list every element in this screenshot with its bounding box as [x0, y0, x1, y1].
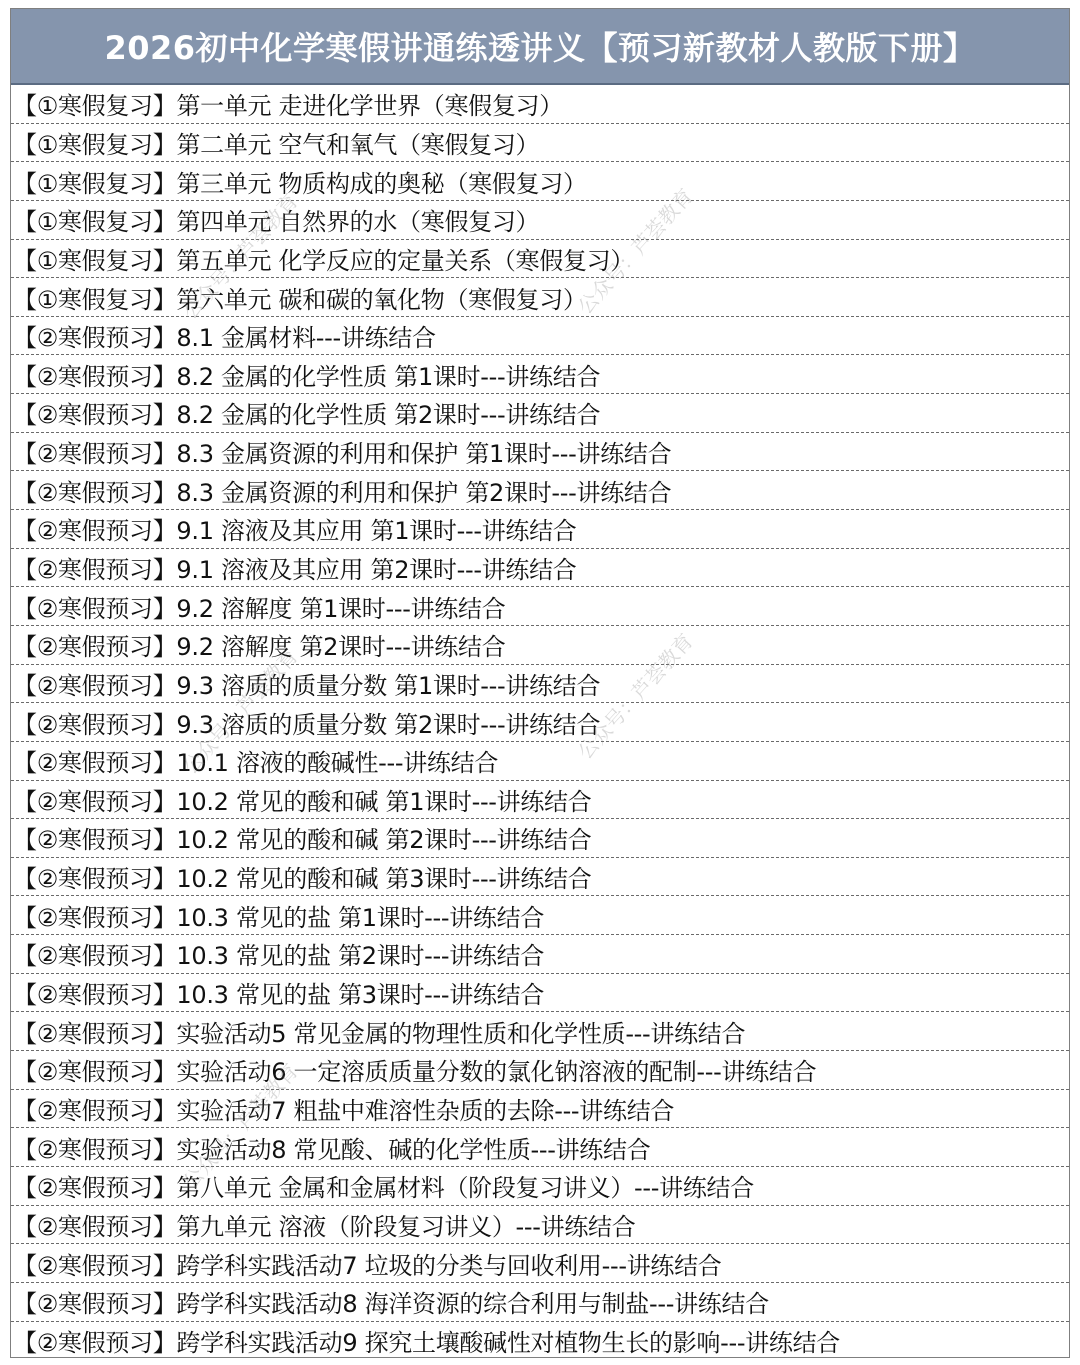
- list-item-text: 【②寒假预习】实验活动5 常见金属的物理性质和化学性质---讲练结合: [13, 1019, 746, 1048]
- list-item-text: 【①寒假复习】第五单元 化学反应的定量关系（寒假复习）: [13, 246, 635, 275]
- list-item-text: 【①寒假复习】第六单元 碳和碳的氧化物（寒假复习）: [13, 285, 587, 314]
- list-item-text: 【②寒假预习】10.2 常见的酸和碱 第2课时---讲练结合: [13, 826, 592, 855]
- list-item-text: 【②寒假预习】8.3 金属资源的利用和保护 第2课时---讲练结合: [13, 478, 672, 507]
- list-item-text: 【②寒假预习】10.3 常见的盐 第1课时---讲练结合: [13, 903, 545, 932]
- list-item-text: 【②寒假预习】9.1 溶液及其应用 第2课时---讲练结合: [13, 556, 577, 584]
- list-item-text: 【②寒假预习】10.3 常见的盐 第2课时---讲练结合: [13, 942, 545, 971]
- list-item: [11, 1051, 1069, 1090]
- list-item-text: 【②寒假预习】跨学科实践活动7 垃圾的分类与回收利用---讲练结合: [13, 1251, 722, 1280]
- list-item-text: 【①寒假复习】第一单元 走进化学世界（寒假复习）: [13, 92, 563, 121]
- list-item: [11, 1012, 1069, 1051]
- list-item: [11, 1128, 1069, 1167]
- list-item: [11, 1090, 1069, 1129]
- list-item: [11, 626, 1069, 665]
- watermark: 公众号：芦荟教育: [572, 183, 698, 319]
- list-item: [11, 240, 1069, 279]
- list-item: [11, 665, 1069, 704]
- list-item: [11, 974, 1069, 1013]
- list-item: [11, 1322, 1069, 1361]
- list-item: [11, 1244, 1069, 1283]
- list-item-text: 【②寒假预习】8.3 金属资源的利用和保护 第1课时---讲练结合: [13, 440, 672, 469]
- list-item-text: 【②寒假预习】10.1 溶液的酸碱性---讲练结合: [13, 749, 499, 778]
- list-item: [11, 781, 1069, 820]
- list-item-text: 【②寒假预习】跨学科实践活动9 探究土壤酸碱性对植物生长的影响---讲练结合: [13, 1329, 840, 1358]
- list-item-text: 【①寒假复习】第三单元 物质构成的奥秘（寒假复习）: [13, 169, 587, 198]
- list-item-text: 【②寒假预习】10.2 常见的酸和碱 第3课时---讲练结合: [13, 865, 592, 894]
- list-item-text: 【②寒假预习】实验活动8 常见酸、碱的化学性质---讲练结合: [13, 1135, 651, 1164]
- list-item: [11, 896, 1069, 935]
- list-item-text: 【②寒假预习】10.3 常见的盐 第3课时---讲练结合: [13, 981, 545, 1010]
- list-item-text: 【②寒假预习】9.1 溶液及其应用 第1课时---讲练结合: [13, 517, 577, 546]
- watermark: 公众号：芦荟教育: [177, 1058, 303, 1194]
- list-item: [11, 317, 1069, 356]
- document-table: [10, 8, 1070, 1358]
- list-item: [11, 201, 1069, 240]
- list-item: [11, 587, 1069, 626]
- list-item-text: 【②寒假预习】9.3 溶质的质量分数 第1课时---讲练结合: [13, 671, 601, 700]
- list-item: [11, 1167, 1069, 1206]
- list-item-text: 【②寒假预习】实验活动7 粗盐中难溶性杂质的去除---讲练结合: [13, 1096, 675, 1125]
- list-item-text: 【①寒假复习】第二单元 空气和氧气（寒假复习）: [13, 130, 540, 159]
- list-item: [11, 433, 1069, 472]
- document-title: 2026初中化学寒假讲通练透讲义【预习新教材人教版下册】: [104, 29, 976, 67]
- list-item-text: 【②寒假预习】8.2 金属的化学性质 第1课时---讲练结合: [13, 362, 601, 391]
- list-item: [11, 355, 1069, 394]
- list-item: [11, 124, 1069, 163]
- list-item-text: 【②寒假预习】第九单元 溶液（阶段复习讲义）---讲练结合: [13, 1212, 636, 1241]
- watermark: 公众号：芦荟教育: [572, 628, 698, 764]
- list-item: [11, 85, 1069, 124]
- list-item: [11, 819, 1069, 858]
- list-item: [11, 549, 1069, 588]
- list-item-text: 【②寒假预习】8.1 金属材料---讲练结合: [13, 324, 436, 353]
- item-list: [11, 85, 1069, 1360]
- list-item: [11, 278, 1069, 317]
- list-item-text: 【①寒假复习】第四单元 自然界的水（寒假复习）: [13, 208, 540, 237]
- list-item: [11, 935, 1069, 974]
- watermark: 公众号：芦荟教育: [177, 188, 303, 324]
- list-item: [11, 742, 1069, 781]
- list-item: [11, 1206, 1069, 1245]
- list-item: [11, 471, 1069, 510]
- list-item: [11, 510, 1069, 549]
- list-item: [11, 1283, 1069, 1322]
- list-item-text: 【②寒假预习】实验活动6 一定溶质质量分数的氯化钠溶液的配制---讲练结合: [13, 1058, 817, 1087]
- list-item: [11, 858, 1069, 897]
- list-item-text: 【②寒假预习】9.2 溶解度 第1课时---讲练结合: [13, 594, 506, 623]
- list-item: [11, 162, 1069, 201]
- list-item-text: 【②寒假预习】9.3 溶质的质量分数 第2课时---讲练结合: [13, 710, 601, 739]
- list-item-text: 【②寒假预习】10.2 常见的酸和碱 第1课时---讲练结合: [13, 787, 592, 816]
- list-item: [11, 394, 1069, 433]
- list-item-text: 【②寒假预习】第八单元 金属和金属材料（阶段复习讲义）---讲练结合: [13, 1174, 754, 1203]
- watermark: 公众号：芦荟教育: [177, 643, 303, 779]
- list-item: [11, 703, 1069, 742]
- list-item-text: 【②寒假预习】8.2 金属的化学性质 第2课时---讲练结合: [13, 401, 601, 430]
- title-bar: [11, 9, 1069, 85]
- list-item-text: 【②寒假预习】9.2 溶解度 第2课时---讲练结合: [13, 633, 506, 662]
- list-item-text: 【②寒假预习】跨学科实践活动8 海洋资源的综合利用与制盐---讲练结合: [13, 1290, 769, 1319]
